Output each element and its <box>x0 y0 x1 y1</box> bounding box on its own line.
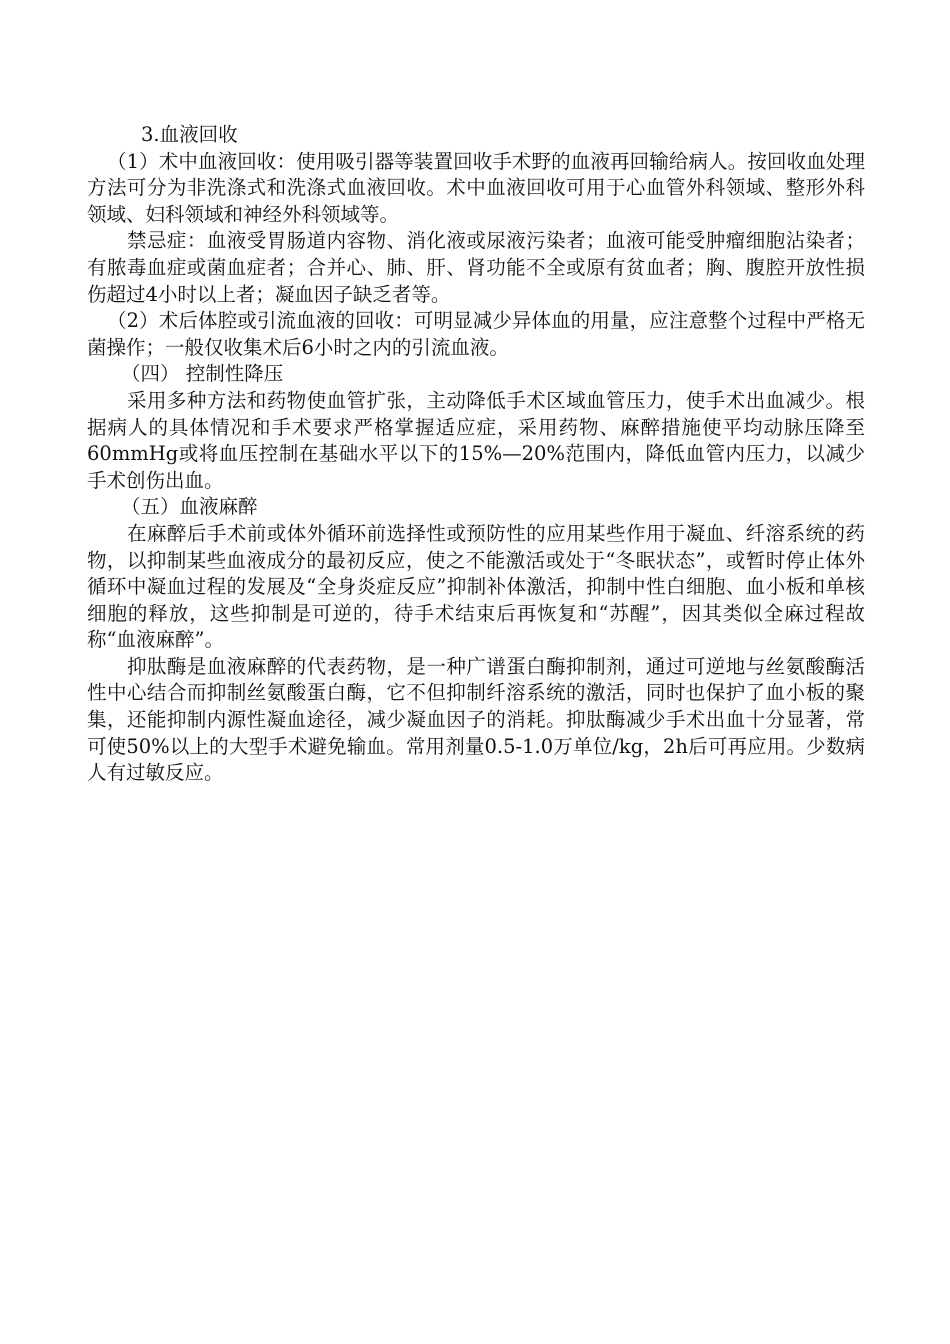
document-body <box>87 122 865 787</box>
section-heading-blood-anesthesia: （五）血液麻醉 <box>121 495 258 519</box>
paragraph-aprotinin: 抑肽酶是血液麻醉的代表药物，是一种广谱蛋白酶抑制剂，通过可逆地与丝氨酸酶活性中心结合而抑制丝氨酸蛋白酶，它不但抑制纤溶系统的激活，同时也保护了血小板的聚集，还能抑制内源性凝血途径，减少凝血因子的消耗。抑肽酶减少手术出血十分显著，常可使50%以上的大型手术避免输血。常用剂量0.5-1.0万单位/kg，2h后可再应用。少数病人有过敏反应。 <box>87 654 865 785</box>
paragraph-controlled-hypotension: 采用多种方法和药物使血管扩张，主动降低手术区域血管压力，使手术出血减少。根据病人的具体情况和手术要求严格掌握适应症，采用药物、麻醉措施使平均动脉压降至60mmHg或将血压控制在基础水平以下的15%—20%范围内，降低血管内压力，以减少手术创伤出血。 <box>87 388 865 492</box>
section-heading-controlled-hypotension: （四） 控制性降压 <box>121 362 284 386</box>
paragraph-blood-anesthesia: 在麻醉后手术前或体外循环前选择性或预防性的应用某些作用于凝血、纤溶系统的药物，以抑制某些血液成分的最初反应，使之不能激活或处于“冬眠状态”，或暂时停止体外循环中凝血过程的发展及“全身炎症反应”抑制补体激活，抑制中性白细胞、血小板和单核细胞的释放，这些抑制是可逆的，待手术结束后再恢复和“苏醒”，因其类似全麻过程故称“血液麻醉”。 <box>87 521 865 652</box>
paragraph-contraindications: 禁忌症：血液受胃肠道内容物、消化液或尿液污染者；血液可能受肿瘤细胞沾染者；有脓毒血症或菌血症者；合并心、肺、肝、肾功能不全或原有贫血者；胸、腹腔开放性损伤超过4小时以上者；凝血因子缺乏者等。 <box>87 229 865 306</box>
paragraph-intraop-recovery: （1）术中血液回收：使用吸引器等装置回收手术野的血液再回输给病人。按回收血处理方法可分为非洗涤式和洗涤式血液回收。术中血液回收可用于心血管外科领域、整形外科领域、妇科领域和神经外科领域等。 <box>87 149 865 226</box>
paragraph-postop-recovery: （2）术后体腔或引流血液的回收：可明显减少异体血的用量，应注意整个过程中严格无菌操作；一般仅收集术后6小时之内的引流血液。 <box>87 309 865 359</box>
section-heading-blood-recovery: 3.血液回收 <box>141 123 238 146</box>
